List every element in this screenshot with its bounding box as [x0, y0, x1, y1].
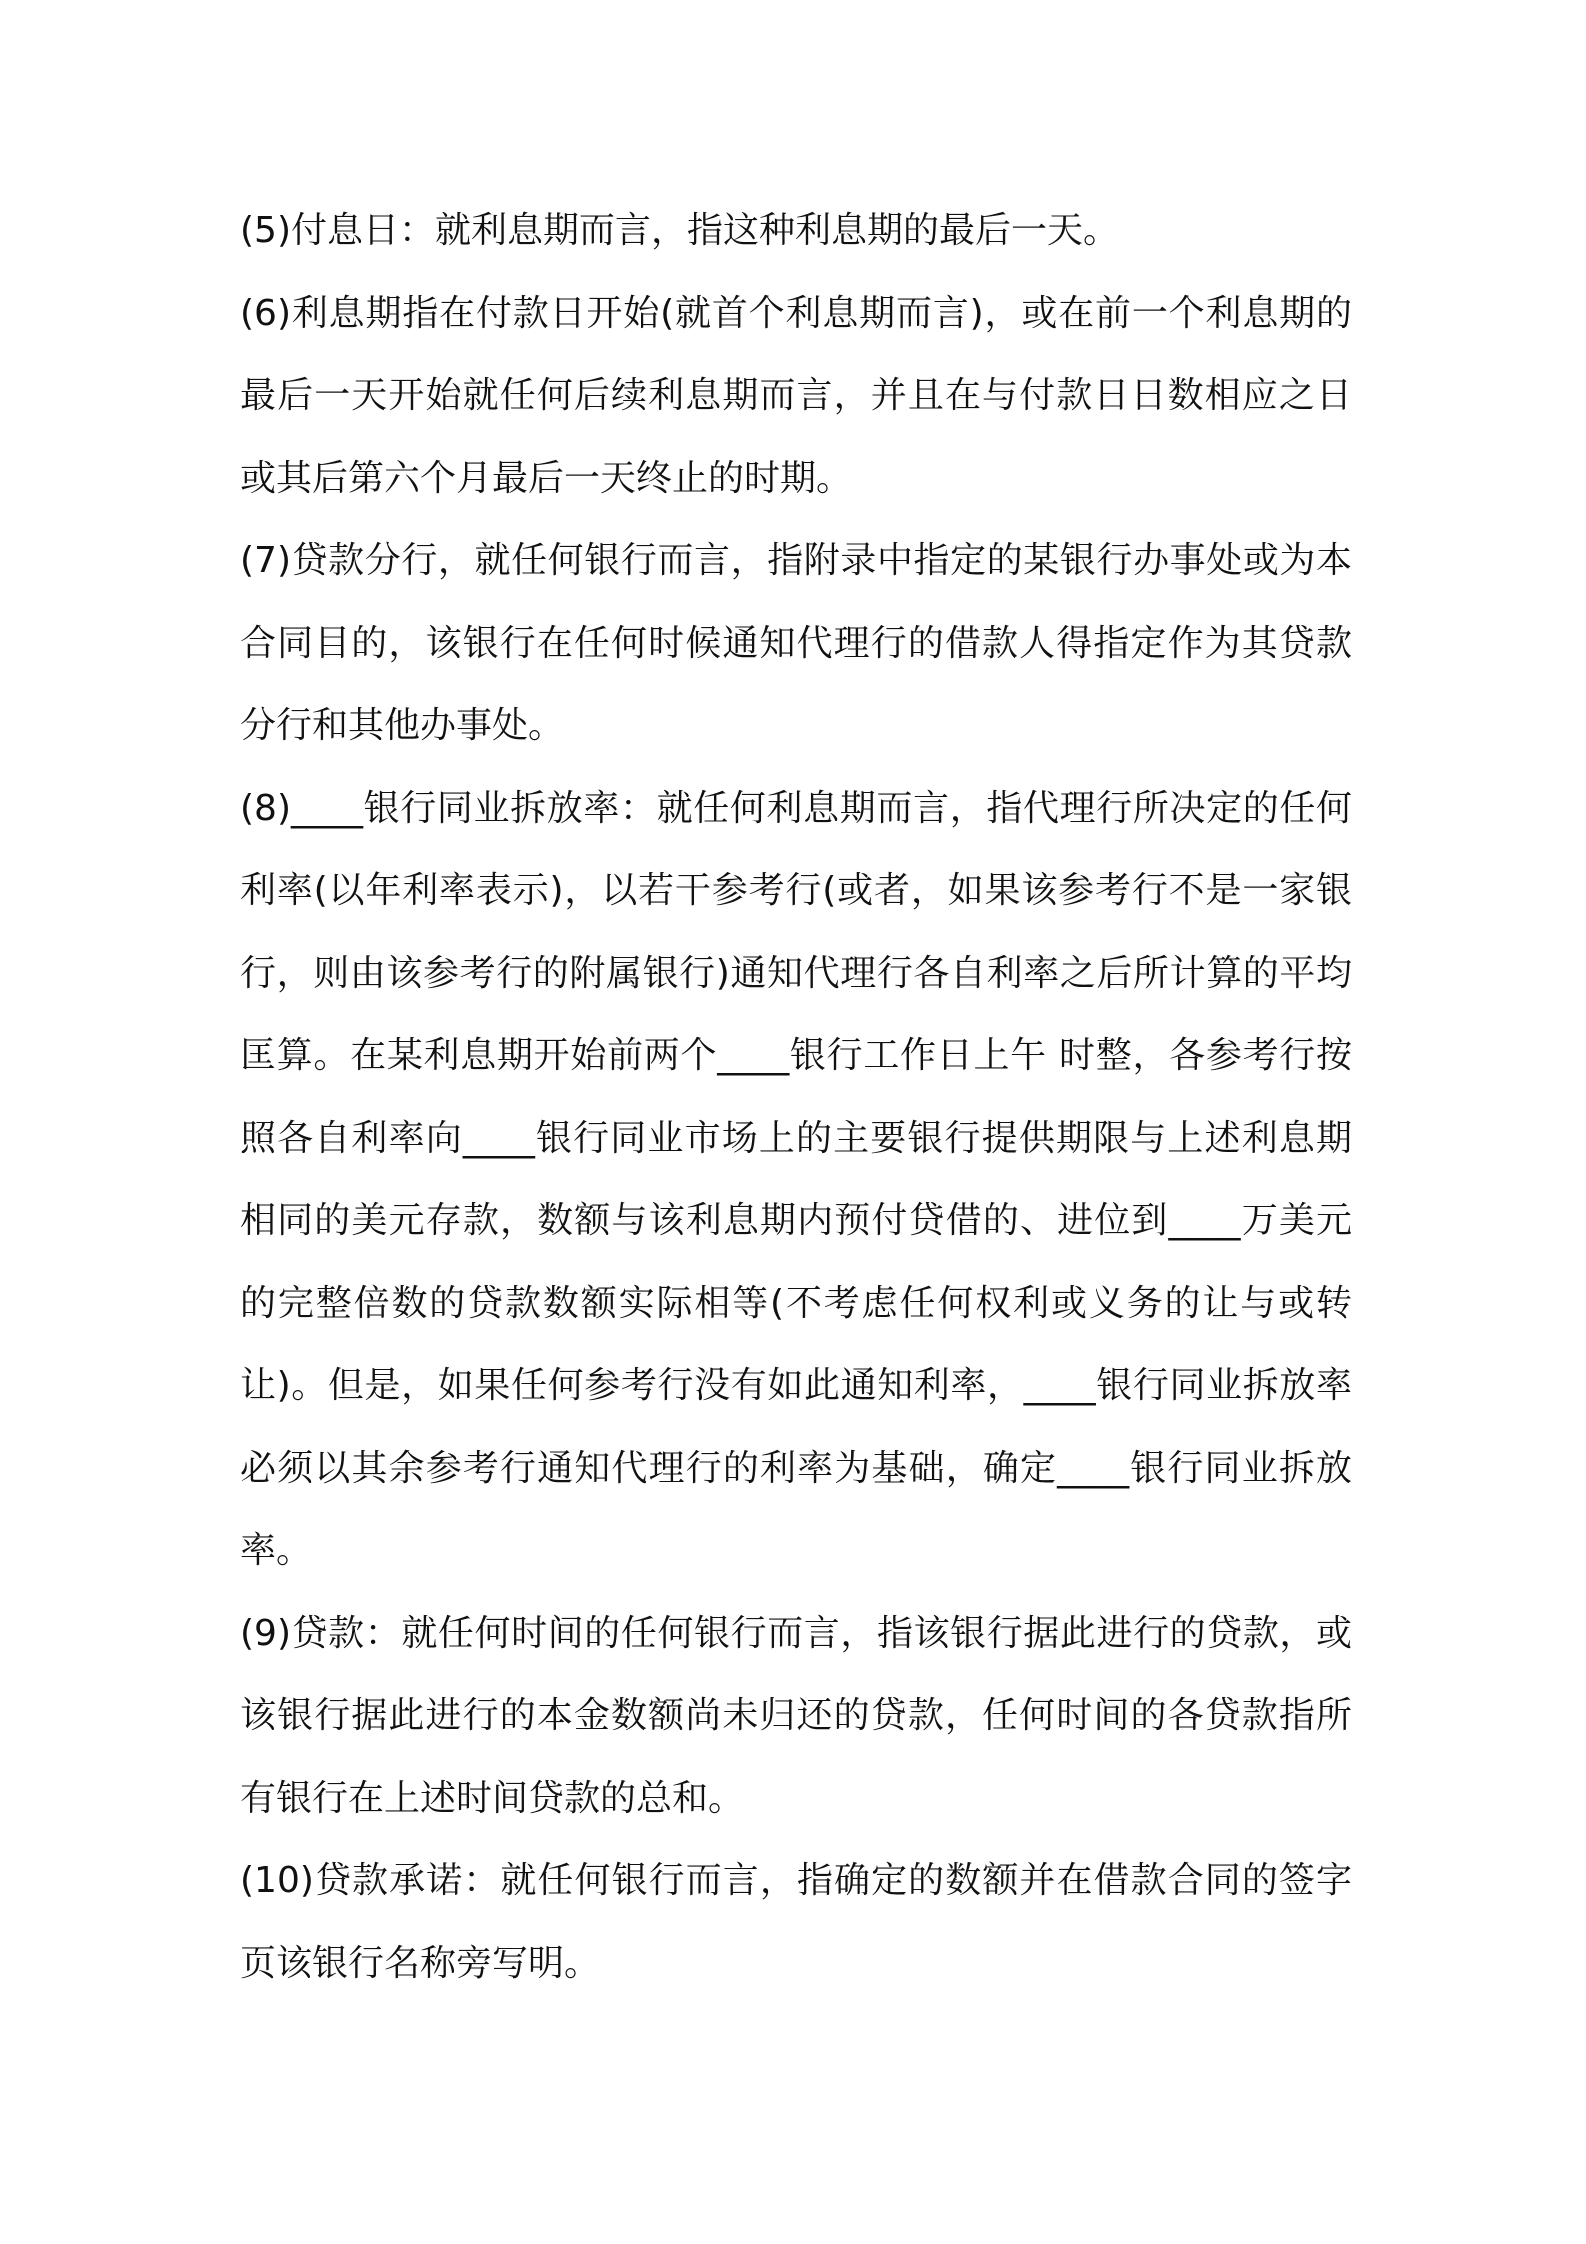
clause-7-lending-branch: (7)贷款分行，就任何银行而言，指附录中指定的某银行办事处或为本合同目的，该银行在任何时候通知代理行的借款人得指定作为其贷款分行和其他办事处。 [240, 540, 1352, 746]
clause-5-payment-date: (5)付息日：就利息期而言，指这种利息期的最后一天。 [240, 210, 1119, 251]
clause-10-loan-commitment: (10)贷款承诺：就任何银行而言，指确定的数额并在借款合同的签字页该银行名称旁写明。 [240, 1860, 1352, 1984]
clause-9-loan: (9)贷款：就任何时间的任何银行而言，指该银行据此进行的贷款，或该银行据此进行的本金数额尚未归还的贷款，任何时间的各贷款指所有银行在上述时间贷款的总和。 [240, 1612, 1352, 1819]
document-body [240, 190, 1352, 2005]
clause-8-interbank-rate: (8)____银行同业拆放率：就任何利息期而言，指代理行所决定的任何利率(以年利率表示)，以若干参考行(或者，如果该参考行不是一家银行，则由该参考行的附属银行)通知代理行各自利率之后所计算的平均匡算。在某利息期开始前两个____银行工作日上午 时整，各参考行按照各自利率向____银行同业市场上的主要银行提供期限与上述利息期相同的美元存款，数额与该利息期内预付贷借的、进位到____万美元的完整倍数的贷款数额实际相等(不考虑任何权利或义务的让与或转让)。但是，如果任何参考行没有如此通知利率，____银行同业拆放率必须以其余参考行通知代理行的利率为基础，确定____银行同业拆放率。 [240, 787, 1352, 1571]
clause-6-interest-period: (6)利息期指在付款日开始(就首个利息期而言)，或在前一个利息期的最后一天开始就任何后续利息期而言，并且在与付款日日数相应之日或其后第六个月最后一天终止的时期。 [240, 292, 1352, 499]
